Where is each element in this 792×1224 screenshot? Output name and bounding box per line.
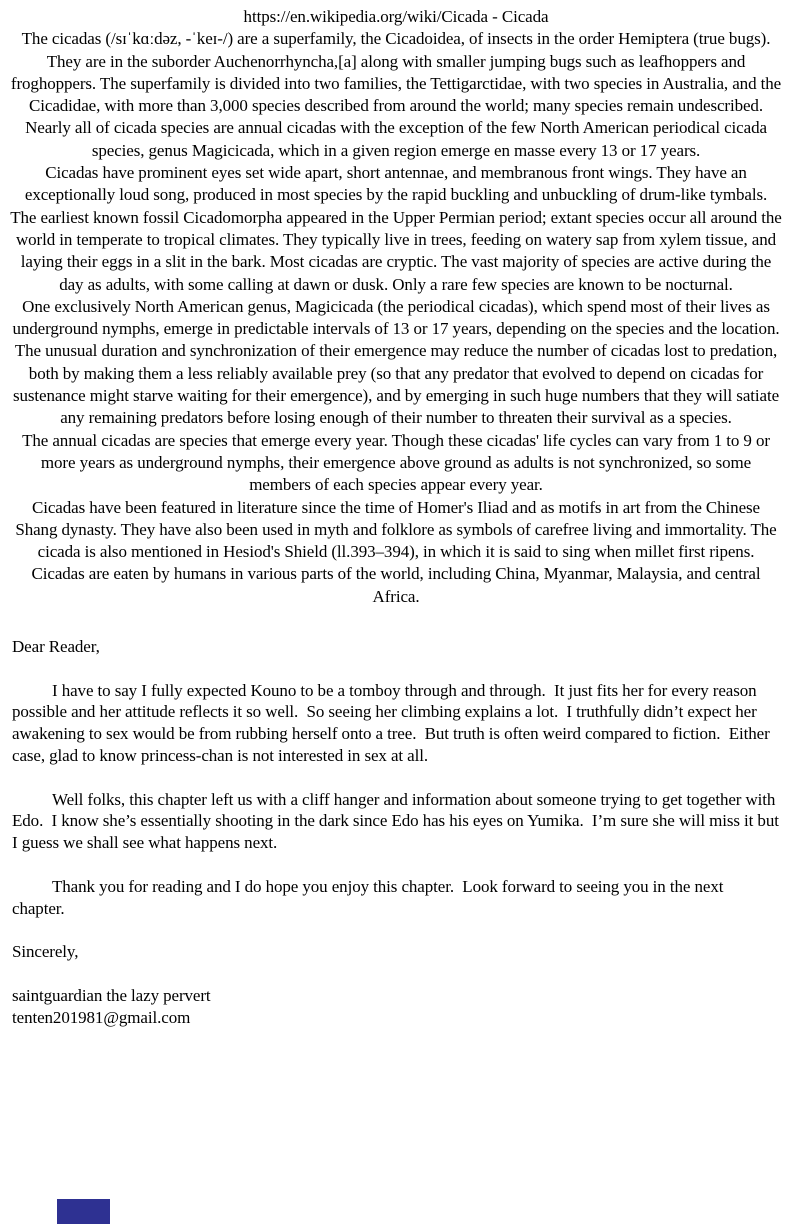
wiki-paragraph-5: Cicadas have been featured in literature since the time of Homer's Iliad and as motifs in art from the Chinese Shang dynasty. They have also been used in myth and folklore as symbols of carefree living and immortality. The cicada is also mentioned in Hesiod's Shield (ll.393–394), in which it is said to sing when millet first ripens. Cicadas are eaten by humans in various parts of the world, including China, Myanmar, Malaysia, and central Africa. [15,497,777,606]
signature-name: saintguardian the lazy pervert [12,985,211,1005]
wiki-paragraph-2: Cicadas have prominent eyes set wide apart, short antennae, and membranous front wings. They have an exceptionally loud song, produced in most species by the rapid buckling and unbuckling of drum-like tymbals. The earliest known fossil Cicadomorpha appeared in the Upper Permian period; extant species occur all around the world in temperate to tropical climates. They typically live in trees, feeding on watery sap from xylem tissue, and laying their eggs in a slit in the bark. Most cicadas are cryptic. The vast majority of species are active during the day as adults, with some calling at dawn or dusk. Only a rare few species are known to be nocturnal. [10,163,782,294]
wiki-paragraph-1: The cicadas (/sɪˈkɑːdəz, -ˈkeɪ-/) are a superfamily, the Cicadoidea, of insects in the order Hemiptera (true bugs). They are in the suborder Auchenorrhyncha,[a] along with smaller jumping bugs such as leafhoppers and froghoppers. The superfamily is divided into two families, the Tettigarctidae, with two species in Australia, and the Cicadidae, with more than 3,000 species described from around the world; many species remain undescribed. Nearly all of cicada species are annual cicadas with the exception of the few North American periodical cicada species, genus Magicicada, which in a given region emerge en masse every 13 or 17 years. [10,29,782,160]
author-note-letter [0,636,792,1028]
letter-paragraph-1: I have to say I fully expected Kouno to be a tomboy through and through. It just fits her for every reason possible and her attitude reflects it so well. So seeing her climbing explains a lot. I truthfully didn’t expect her awakening to sex would be from rubbing herself onto a tree. But truth is often weird compared to fiction. Either case, glad to know princess-chan is not interested in sex at all. [12,680,774,765]
letter-paragraph-2: Well folks, this chapter left us with a cliff hanger and information about someone trying to get together with Edo. I know she’s essentially shooting in the dark since Edo has his eyes on Yumika. I’m sure she will miss it but I guess we shall see what happens next. [12,789,783,853]
footer-blue-bar [57,1199,110,1224]
letter-paragraph-3: Thank you for reading and I do hope you enjoy this chapter. Look forward to seeing you in the next chapter. [12,876,728,918]
letter-salutation: Dear Reader, [12,637,100,657]
wiki-paragraph-4: The annual cicadas are species that emerge every year. Though these cicadas' life cycles can vary from 1 to 9 or more years as underground nymphs, their emergence above ground as adults is not synchronized, so some members of each species appear every year. [22,430,770,495]
source-url-title: https://en.wikipedia.org/wiki/Cicada - Cicada [243,7,549,26]
wikipedia-excerpt [0,0,792,608]
wiki-paragraph-3: One exclusively North American genus, Magicicada (the periodical cicadas), which spend most of their lives as underground nymphs, emerge in predictable intervals of 13 or 17 years, depending on the species and the location. The unusual duration and synchronization of their emergence may reduce the number of cicadas lost to predation, both by making them a less reliably available prey (so that any predator that evolved to depend on cicadas for sustenance might starve waiting for their emergence), and by emerging in such huge numbers that they will satiate any remaining predators before losing enough of their number to threaten their survival as a species. [12,296,780,428]
letter-closing: Sincerely, [12,942,79,962]
signature-email: tenten201981@gmail.com [12,1007,191,1027]
